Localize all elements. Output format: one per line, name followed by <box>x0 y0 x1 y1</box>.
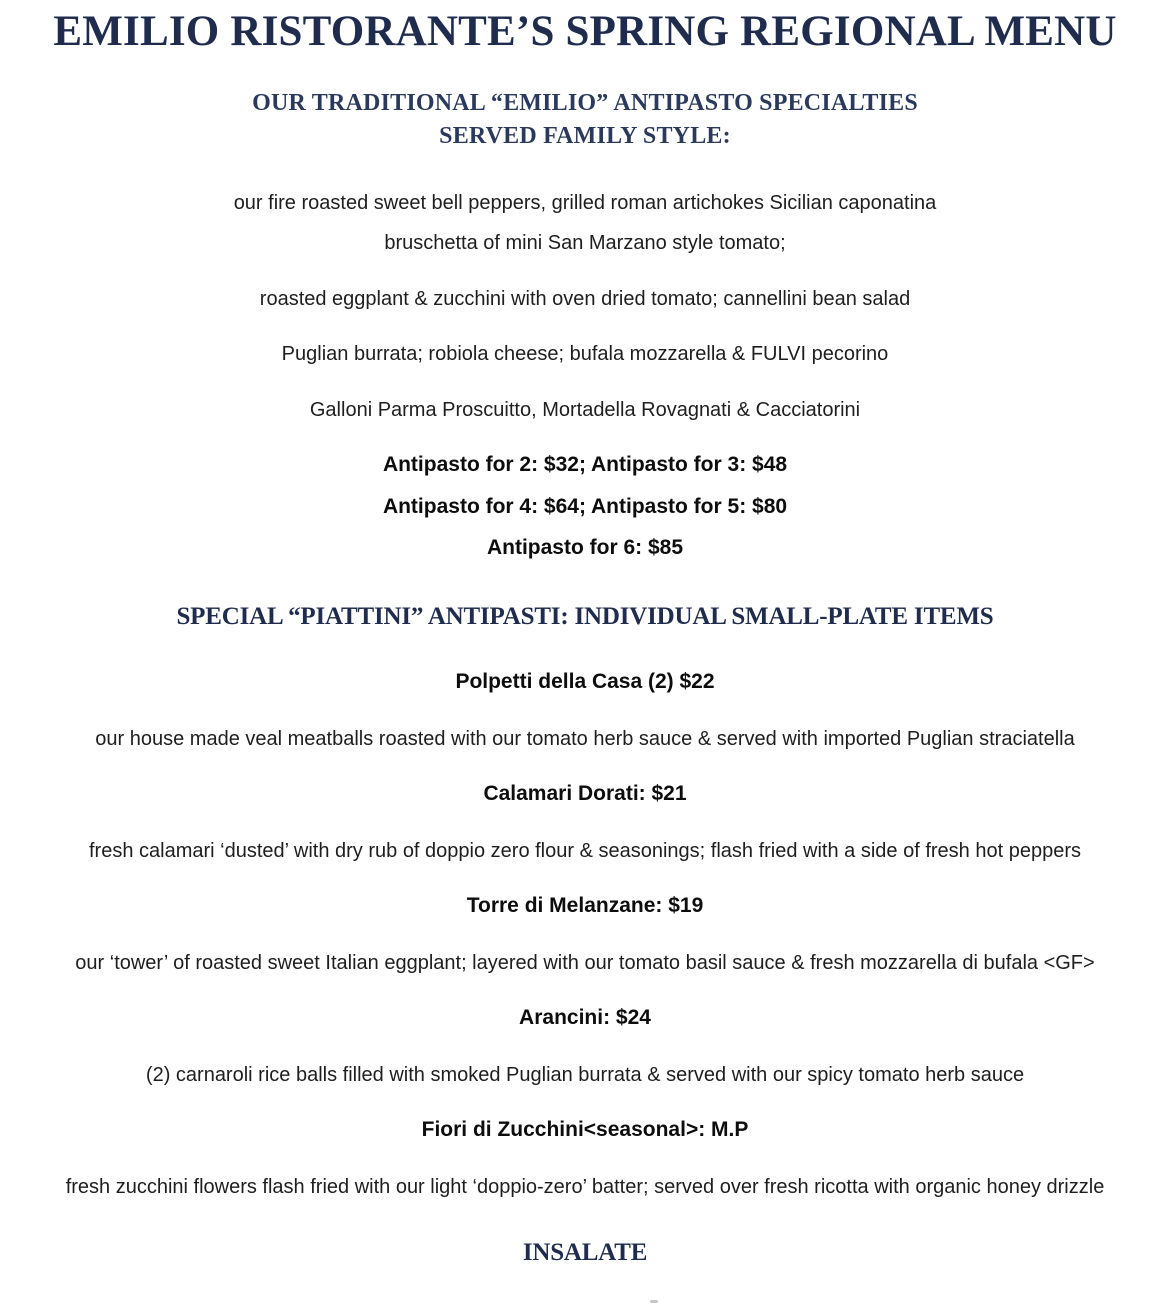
dish-description: fresh zucchini flowers flash fried with our light ‘doppio-zero’ batter; served over fresh ricotta with organic honey drizzle <box>65 1176 1105 1198</box>
antipasto-item: Puglian burrata; robiola cheese; bufala mozzarella & FULVI pecorino <box>281 343 889 365</box>
dish-name: Torre di Melanzane: $19 <box>466 894 704 917</box>
antipasto-heading-line-2: SERVED FAMILY STYLE: <box>439 123 731 149</box>
piattini-heading: SPECIAL “PIATTINI” ANTIPASTI: INDIVIDUAL SMALL-PLATE ITEMS <box>176 603 994 630</box>
dish-name: Polpetti della Casa (2) $22 <box>455 670 715 693</box>
cropped-text-fragment <box>650 1300 658 1303</box>
dish-description: our house made veal meatballs roasted with our tomato herb sauce & served with imported Puglian straciatella <box>95 728 1075 750</box>
menu-title: EMILIO RISTORANTE’S SPRING REGIONAL MENU <box>53 8 1117 55</box>
dish-description: (2) carnaroli rice balls filled with smoked Puglian burrata & served with our spicy tomato herb sauce <box>145 1064 1025 1086</box>
antipasto-heading-line-1: OUR TRADITIONAL “EMILIO” ANTIPASTO SPECIALTIES <box>252 90 918 116</box>
dish-name: Fiori di Zucchini<seasonal>: M.P <box>421 1118 749 1141</box>
antipasto-item: our fire roasted sweet bell peppers, grilled roman artichokes Sicilian caponatina <box>233 192 937 214</box>
antipasto-item: bruschetta of mini San Marzano style tomato; <box>384 232 786 254</box>
antipasto-item: roasted eggplant & zucchini with oven dried tomato; cannellini bean salad <box>259 288 911 310</box>
dish-name: Calamari Dorati: $21 <box>483 782 687 805</box>
dish-description: our ‘tower’ of roasted sweet Italian eggplant; layered with our tomato basil sauce & fresh mozzarella di bufala <GF> <box>75 952 1095 974</box>
insalate-heading: INSALATE <box>522 1239 648 1266</box>
dish-description: fresh calamari ‘dusted’ with dry rub of doppio zero flour & seasonings; flash fried with a side of fresh hot peppers <box>88 840 1081 862</box>
antipasto-item: Galloni Parma Proscuitto, Mortadella Rovagnati & Cacciatorini <box>309 399 861 421</box>
antipasto-price: Antipasto for 2: $32; Antipasto for 3: $48 <box>382 453 788 476</box>
antipasto-price: Antipasto for 4: $64; Antipasto for 5: $80 <box>382 495 788 518</box>
dish-name: Arancini: $24 <box>519 1006 651 1029</box>
antipasto-price: Antipasto for 6: $85 <box>486 536 684 559</box>
